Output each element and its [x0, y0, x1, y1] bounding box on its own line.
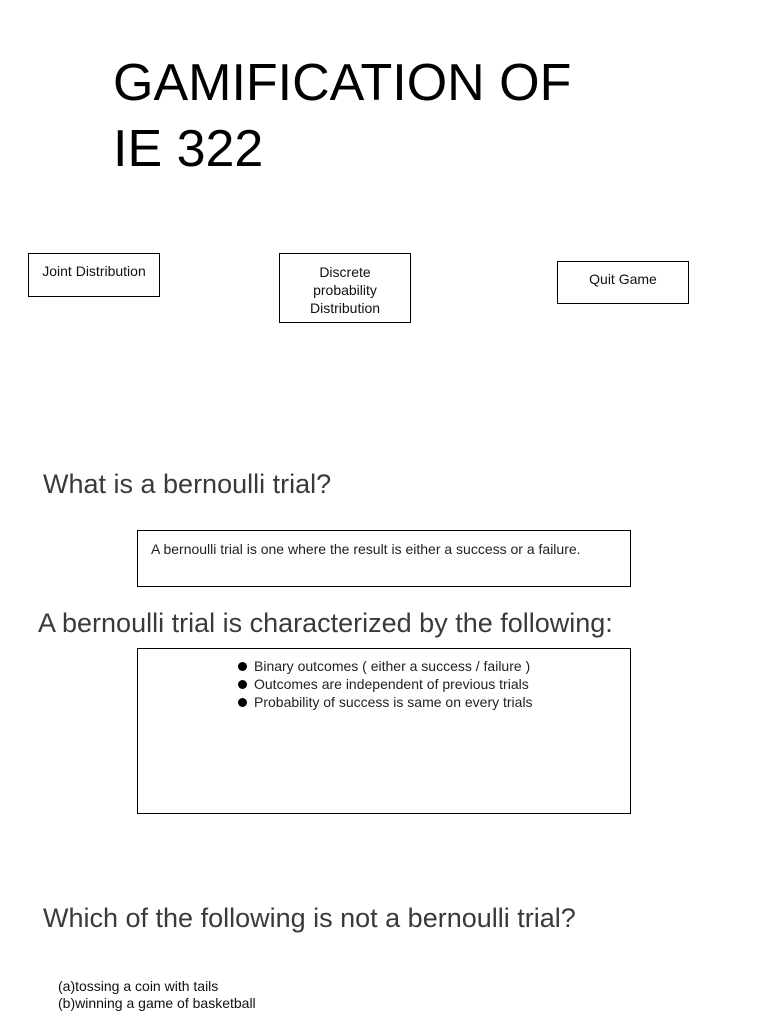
- list-item: [236, 693, 533, 711]
- characteristics-heading: A bernoulli trial is characterized by the following:: [38, 608, 613, 638]
- characteristics-list: [236, 657, 533, 711]
- question-bernoulli-heading: What is a bernoulli trial?: [43, 469, 332, 499]
- list-item-text: Probability of success is same on every trials: [254, 694, 533, 710]
- discrete-label-line-1: Discrete: [319, 264, 371, 280]
- joint-distribution-label: Joint Distribution: [42, 263, 146, 279]
- bullet-icon: [238, 680, 247, 689]
- title-line-1: GAMIFICATION OF: [113, 54, 572, 112]
- quiz-question-heading: Which of the following is not a bernoulli trial?: [43, 903, 576, 933]
- bernoulli-definition-text: A bernoulli trial is one where the result is either a success or a failure.: [151, 541, 581, 557]
- list-item-text: Outcomes are independent of previous trials: [254, 676, 529, 692]
- characteristics-box: [137, 648, 631, 814]
- discrete-label-line-3: Distribution: [309, 300, 381, 316]
- page-title: [113, 50, 571, 182]
- bullet-icon: [238, 698, 247, 707]
- quiz-options: [58, 978, 256, 1012]
- bullet-icon: [238, 662, 247, 671]
- title-line-2: IE 322: [113, 120, 264, 178]
- list-item-text: Binary outcomes ( either a success / failure ): [254, 658, 531, 674]
- quit-game-label: Quit Game: [589, 271, 657, 287]
- quiz-option-b[interactable]: (b)winning a game of basketball: [58, 995, 256, 1011]
- list-item: [236, 657, 533, 675]
- list-item: [236, 675, 533, 693]
- quiz-option-a[interactable]: (a)tossing a coin with tails: [58, 978, 219, 994]
- discrete-probability-distribution-button[interactable]: [279, 253, 411, 323]
- discrete-label-line-2: probability: [313, 282, 377, 298]
- quit-game-button[interactable]: [557, 261, 689, 304]
- bernoulli-definition-box: [137, 530, 631, 587]
- joint-distribution-button[interactable]: [28, 253, 160, 297]
